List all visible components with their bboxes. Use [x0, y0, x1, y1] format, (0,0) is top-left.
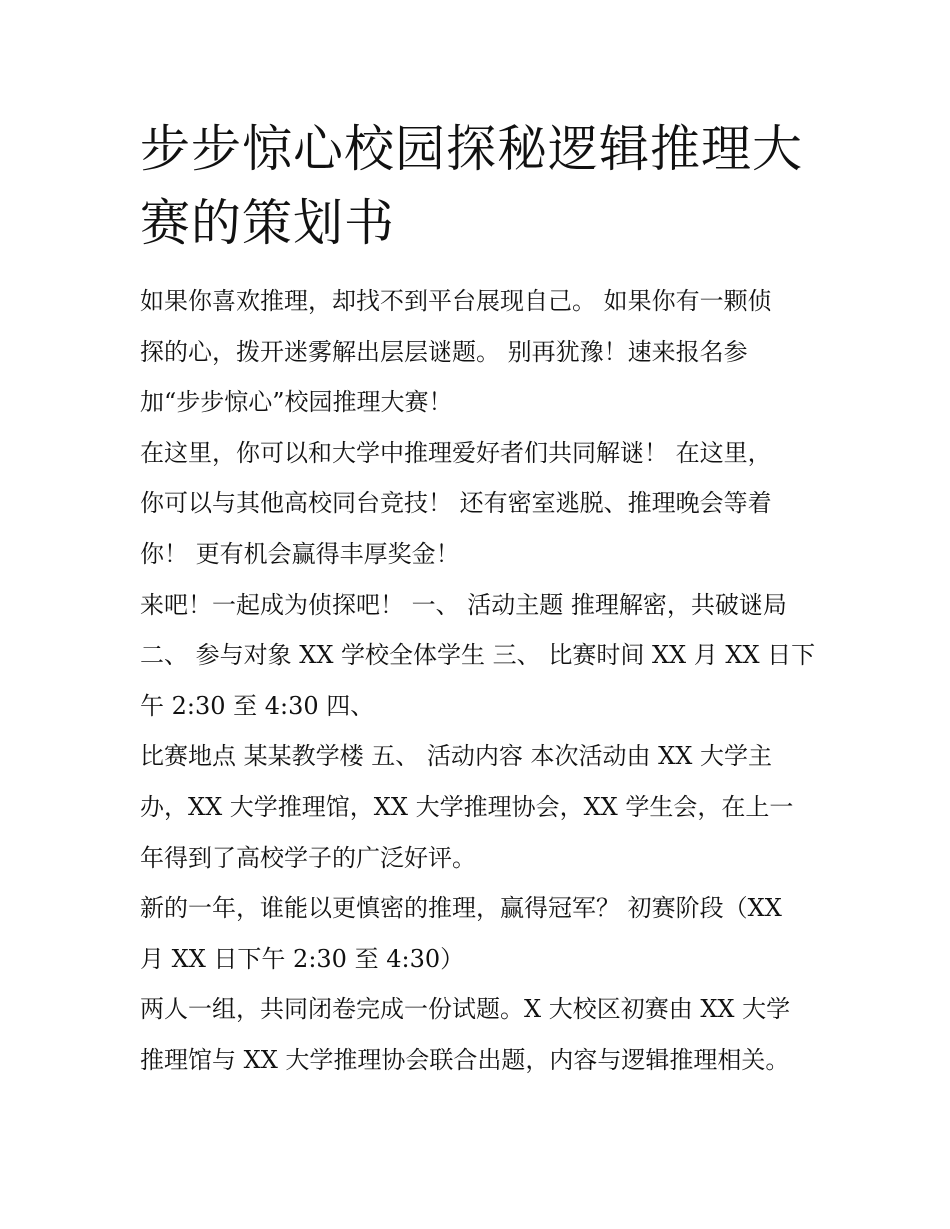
title-line-2: 赛的策划书 — [140, 194, 395, 252]
body-line-6: 你！ 更有机会赢得丰厚奖金！ — [140, 539, 460, 568]
body-line-15: 两人一组，共同闭卷完成一份试题。X 大校区初赛由 XX 大学 — [140, 995, 791, 1024]
body-line-2: 探的心，拨开迷雾解出层层谜题。 别再犹豫！速来报名参 — [140, 337, 748, 366]
body-line-12: 年得到了高校学子的广泛好评。 — [140, 843, 476, 872]
body-line-3: 加“步步惊心”校园推理大赛！ — [140, 388, 453, 417]
body-line-1: 如果你喜欢推理，却找不到平台展现自己。 如果你有一颗侦 — [140, 287, 772, 315]
body-line-11: 办，XX 大学推理馆，XX 大学推理协会，XX 学生会，在上一 — [140, 792, 794, 821]
body-line-9: 午 2:30 至 4:30 四、 — [140, 691, 375, 720]
body-line-10: 比赛地点 某某教学楼 五、 活动内容 本次活动由 XX 大学主 — [140, 742, 772, 771]
body-line-14: 月 XX 日下午 2:30 至 4:30） — [140, 944, 465, 973]
body-line-16: 推理馆与 XX 大学推理协会联合出题，内容与逻辑推理相关。 — [140, 1045, 790, 1074]
body-line-4: 在这里，你可以和大学中推理爱好者们共同解谜！ 在这里， — [140, 438, 772, 467]
body-line-8: 二、 参与对象 XX 学校全体学生 三、 比赛时间 XX 月 XX 日下 — [140, 641, 816, 670]
document-body — [140, 276, 820, 1086]
body-line-13: 新的一年，谁能以更慎密的推理，赢得冠军？ 初赛阶段（XX — [140, 894, 782, 923]
body-line-5: 你可以与其他高校同台竞技！ 还有密室逃脱、推理晚会等着 — [140, 489, 772, 518]
title-line-1: 步步惊心校园探秘逻辑推理大 — [140, 120, 803, 178]
document-title — [140, 112, 820, 260]
body-line-7: 来吧！一起成为侦探吧！ 一、 活动主题 推理解密，共破谜局 — [140, 590, 787, 619]
